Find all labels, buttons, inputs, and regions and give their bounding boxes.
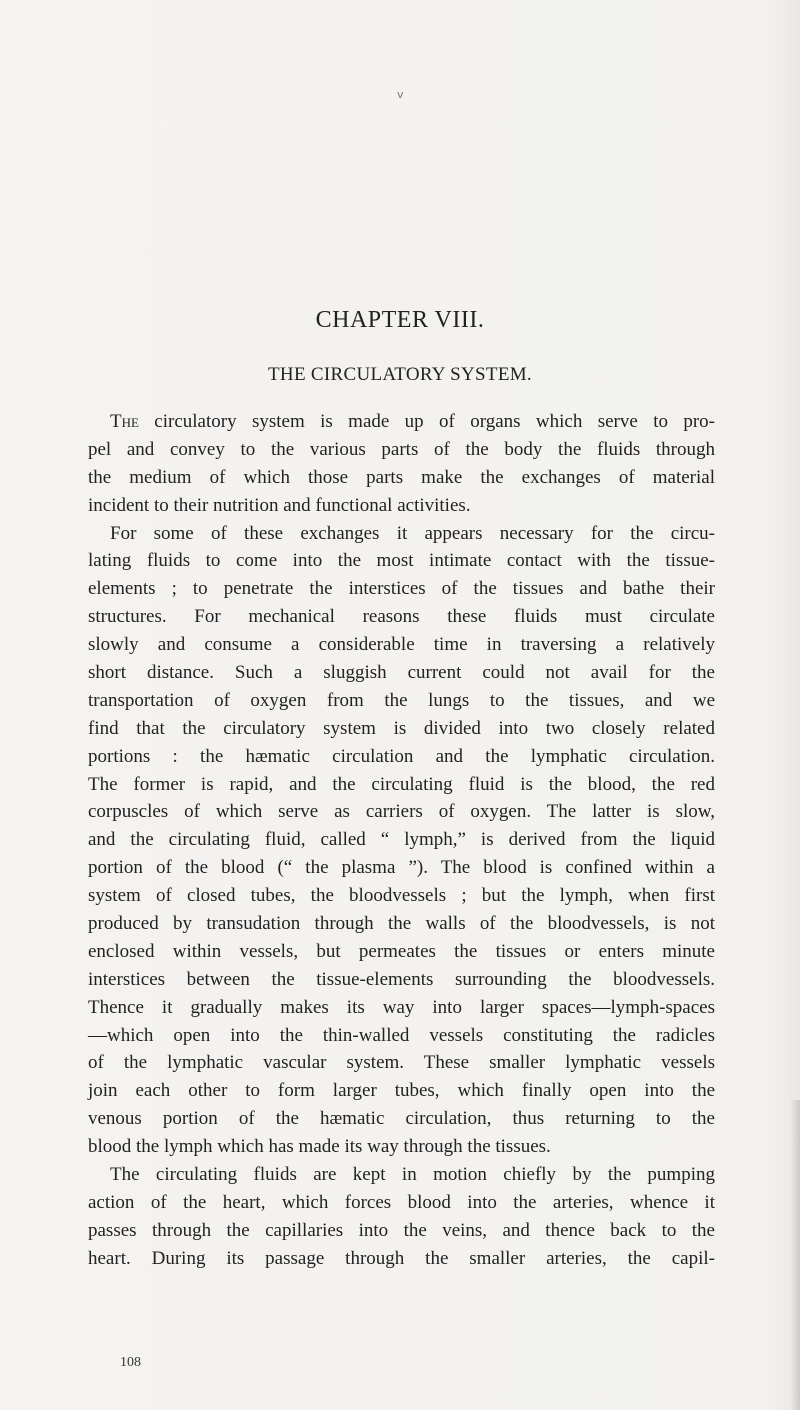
section-title: THE CIRCULATORY SYSTEM. (268, 364, 532, 385)
text-line: For some of these exchanges it appears necessary for the circu- (110, 522, 715, 544)
text-line: interstices between the tissue-elements surrounding the bloodvessels. (88, 968, 715, 990)
text-line: elements ; to penetrate the interstices of the tissues and bathe their (88, 578, 715, 600)
text-line: the medium of which those parts make the exchanges of material (88, 466, 715, 488)
text-line: find that the circulatory system is divided into two closely related (88, 717, 715, 739)
text-line: short distance. Such a sluggish current could not avail for the (88, 662, 715, 684)
text-line: passes through the capillaries into the veins, and thence back to the (88, 1219, 715, 1241)
text-line: heart. During its passage through the smaller arteries, the capil- (88, 1247, 715, 1269)
text-line: lating fluids to come into the most intimate contact with the tissue- (88, 550, 715, 572)
text-line: The circulatory system is made up of organs which serve to pro- (110, 411, 715, 432)
chapter-heading: CHAPTER VIII. (315, 307, 485, 333)
text-line: of the lymphatic vascular system. These smaller lymphatic vessels (88, 1052, 715, 1074)
top-mark: v (397, 88, 404, 101)
text-line: action of the heart, which forces blood into the arteries, whence it (88, 1191, 715, 1213)
text-line: produced by transudation through the walls of the bloodvessels, is not (88, 913, 715, 935)
lead-word: The (110, 411, 139, 432)
text-line: Thence it gradually makes its way into larger spaces—lymph-spaces (88, 996, 715, 1018)
text-line: —which open into the thin-walled vessels constituting the radicles (88, 1024, 715, 1046)
text-line: portion of the blood (“ the plasma ”). The blood is confined within a (88, 857, 715, 879)
page-edge-shadow (790, 1100, 800, 1410)
text-line: The circulating fluids are kept in motion chiefly by the pumping (110, 1164, 715, 1186)
text-line: incident to their nutrition and functional activities. (88, 494, 471, 516)
text-line: pel and convey to the various parts of the body the fluids through (88, 438, 715, 460)
text-line: and the circulating fluid, called “ lymph,” is derived from the liquid (88, 829, 715, 851)
text-line: structures. For mechanical reasons these fluids must circulate (88, 606, 715, 628)
text-line: corpuscles of which serve as carriers of oxygen. The latter is slow, (88, 801, 715, 823)
text-line: venous portion of the hæmatic circulation, thus returning to the (88, 1108, 715, 1130)
text-line: join each other to form larger tubes, which finally open into the (88, 1080, 715, 1102)
text-line: slowly and consume a considerable time in traversing a relatively (88, 634, 715, 656)
text-line: blood the lymph which has made its way through the tissues. (88, 1136, 551, 1158)
text-line: enclosed within vessels, but permeates the tissues or enters minute (88, 940, 715, 962)
text-line: system of closed tubes, the bloodvessels ; but the lymph, when first (88, 885, 715, 907)
text-line: transportation of oxygen from the lungs to the tissues, and we (88, 689, 715, 711)
body-text (88, 408, 715, 1273)
text-line: The former is rapid, and the circulating fluid is the blood, the red (88, 773, 715, 795)
page-number: 108 (120, 1355, 141, 1370)
text-line: portions : the hæmatic circulation and the lymphatic circulation. (88, 745, 715, 767)
